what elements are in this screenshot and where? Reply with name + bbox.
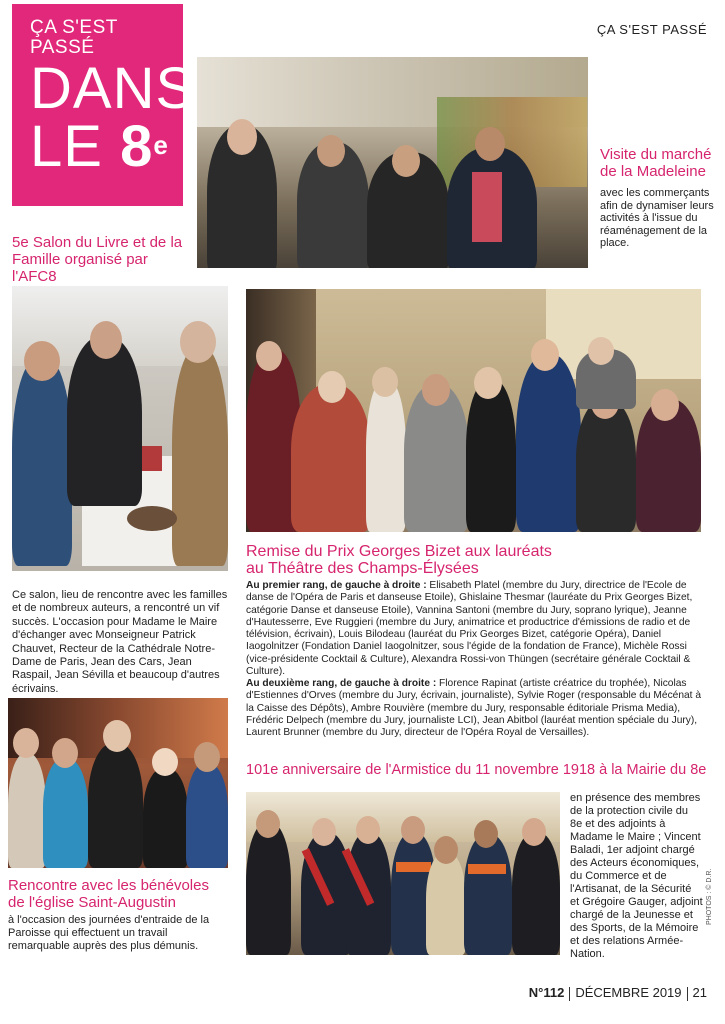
bizet-row2-text: Florence Rapinat (artiste créatrice du trophée), Nicolas d'Estiennes d'Orves (membre du Jury, écrivain, journaliste), Sylvie Roger (responsable du Mécénat à la Caisse des Dépôts), Ambre Rouvière (membre du Jury, responsable éditoriale Prisma Media), Frédéric Delpech (membre du Jury, journaliste LCI), Jean Abitbol (lauréat mention spéciale du Jury), Laurent Brunner (membre du Jury, directeur de l'Opéra Royal de Versailles). <box>246 678 701 739</box>
footer-separator <box>569 987 570 1001</box>
bizet-row1-text: Elisabeth Platel (membre du Jury, directrice de l'Ecole de danse de l'Opéra de Paris et danseuse Etoile), Ghislaine Thesmar (lauréate du Prix Georges Bizet, catégorie Danse et danseuse Etoile), Vannina Santoni (membre du Jury, soprano lyrique), Jeanne d'Hautesserre, Eve Ruggieri (membre du Jury, animatrice et productrice d'émissions de radio et de télévision, écrivain), Louis Bilodeau (lauréat du Prix Georges Bizet, catégorie Opéra), Daniel Iaogolnitzer (Fondation Daniel Iaogolnitzer, sous l'égide de la fondation de France), Michèle Rossi (vice-présidente Cocktail & Culture), Alexandra Rossi-von Thüngen (secrétaire générale Cocktail & Culture). <box>246 580 693 678</box>
bizet-row2 <box>246 678 702 739</box>
photo-prix-bizet <box>246 289 701 532</box>
badge-superscript: e <box>153 130 169 160</box>
page-number: 21 <box>692 985 707 1000</box>
bizet-row1 <box>246 580 702 678</box>
photo-benevoles <box>8 698 228 868</box>
photo-salon-livre <box>12 286 228 571</box>
badge-number: 8 <box>120 114 154 179</box>
benevoles-body: à l'occasion des journées d'entraide de la Paroisse qui effectuent un travail remarquable auprès des plus démunis. <box>8 914 210 952</box>
marche-body: avec les commerçants afin de dynamiser leurs activités à l'issue du réaménagement de la place. <box>600 187 714 249</box>
badge-line-1: ÇA S'EST PASSÉ <box>30 17 118 58</box>
badge-line-2: DANS <box>30 56 196 121</box>
section-tag: ÇA S'EST PASSÉ <box>596 22 707 37</box>
armistice-body: en présence des membres de la protection civile du 8e et des adjoints à Madame le Maire ; Vincent Baladi, 1er adjoint chargé des Acteurs économiques, du Commerce et de l'Artisanat, de la Sécurité et Grégoire Gauger, adjoint chargé de la Jeunesse et des Sports, de la Mémoire et des relations Armée-Nation. <box>570 792 703 960</box>
badge-le: LE <box>30 114 121 179</box>
marche-title: Visite du marché de la Madeleine <box>600 146 712 180</box>
photo-marche-madeleine <box>197 57 588 268</box>
benevoles-title: Rencontre avec les bénévoles de l'église Saint-Augustin <box>8 877 209 911</box>
footer-separator-2 <box>687 987 688 1001</box>
bizet-title: Remise du Prix Georges Bizet aux lauréats au Théâtre des Champs-Élysées <box>246 543 552 577</box>
issue-date: DÉCEMBRE 2019 <box>575 985 682 1000</box>
photo-credit: PHOTOS : © D.R. <box>706 868 713 925</box>
section-badge <box>12 4 196 206</box>
salon-body: Ce salon, lieu de rencontre avec les familles et de nombreux auteurs, a rencontré un vif succès. L'occasion pour Madame le Maire d'échanger avec Monseigneur Patrick Chauvet, Recteur de la Cathédrale Notre-Dame de Paris, Jean des Cars, Jean Raspail, Jean Sévilla et beaucoup d'autres écrivains. <box>12 589 228 695</box>
photo-armistice <box>246 792 560 955</box>
bizet-row1-label: Au premier rang, de gauche à droite : <box>246 580 427 591</box>
armistice-title: 101e anniversaire de l'Armistice du 11 novembre 1918 à la Mairie du 8e <box>246 762 707 778</box>
page-footer <box>529 985 707 1001</box>
badge-line-3 <box>30 114 173 179</box>
salon-title: 5e Salon du Livre et de la Famille organisé par l'AFC8 <box>12 234 183 285</box>
bizet-row2-label: Au deuxième rang, de gauche à droite : <box>246 678 437 689</box>
issue-number: N°112 <box>528 985 565 1000</box>
